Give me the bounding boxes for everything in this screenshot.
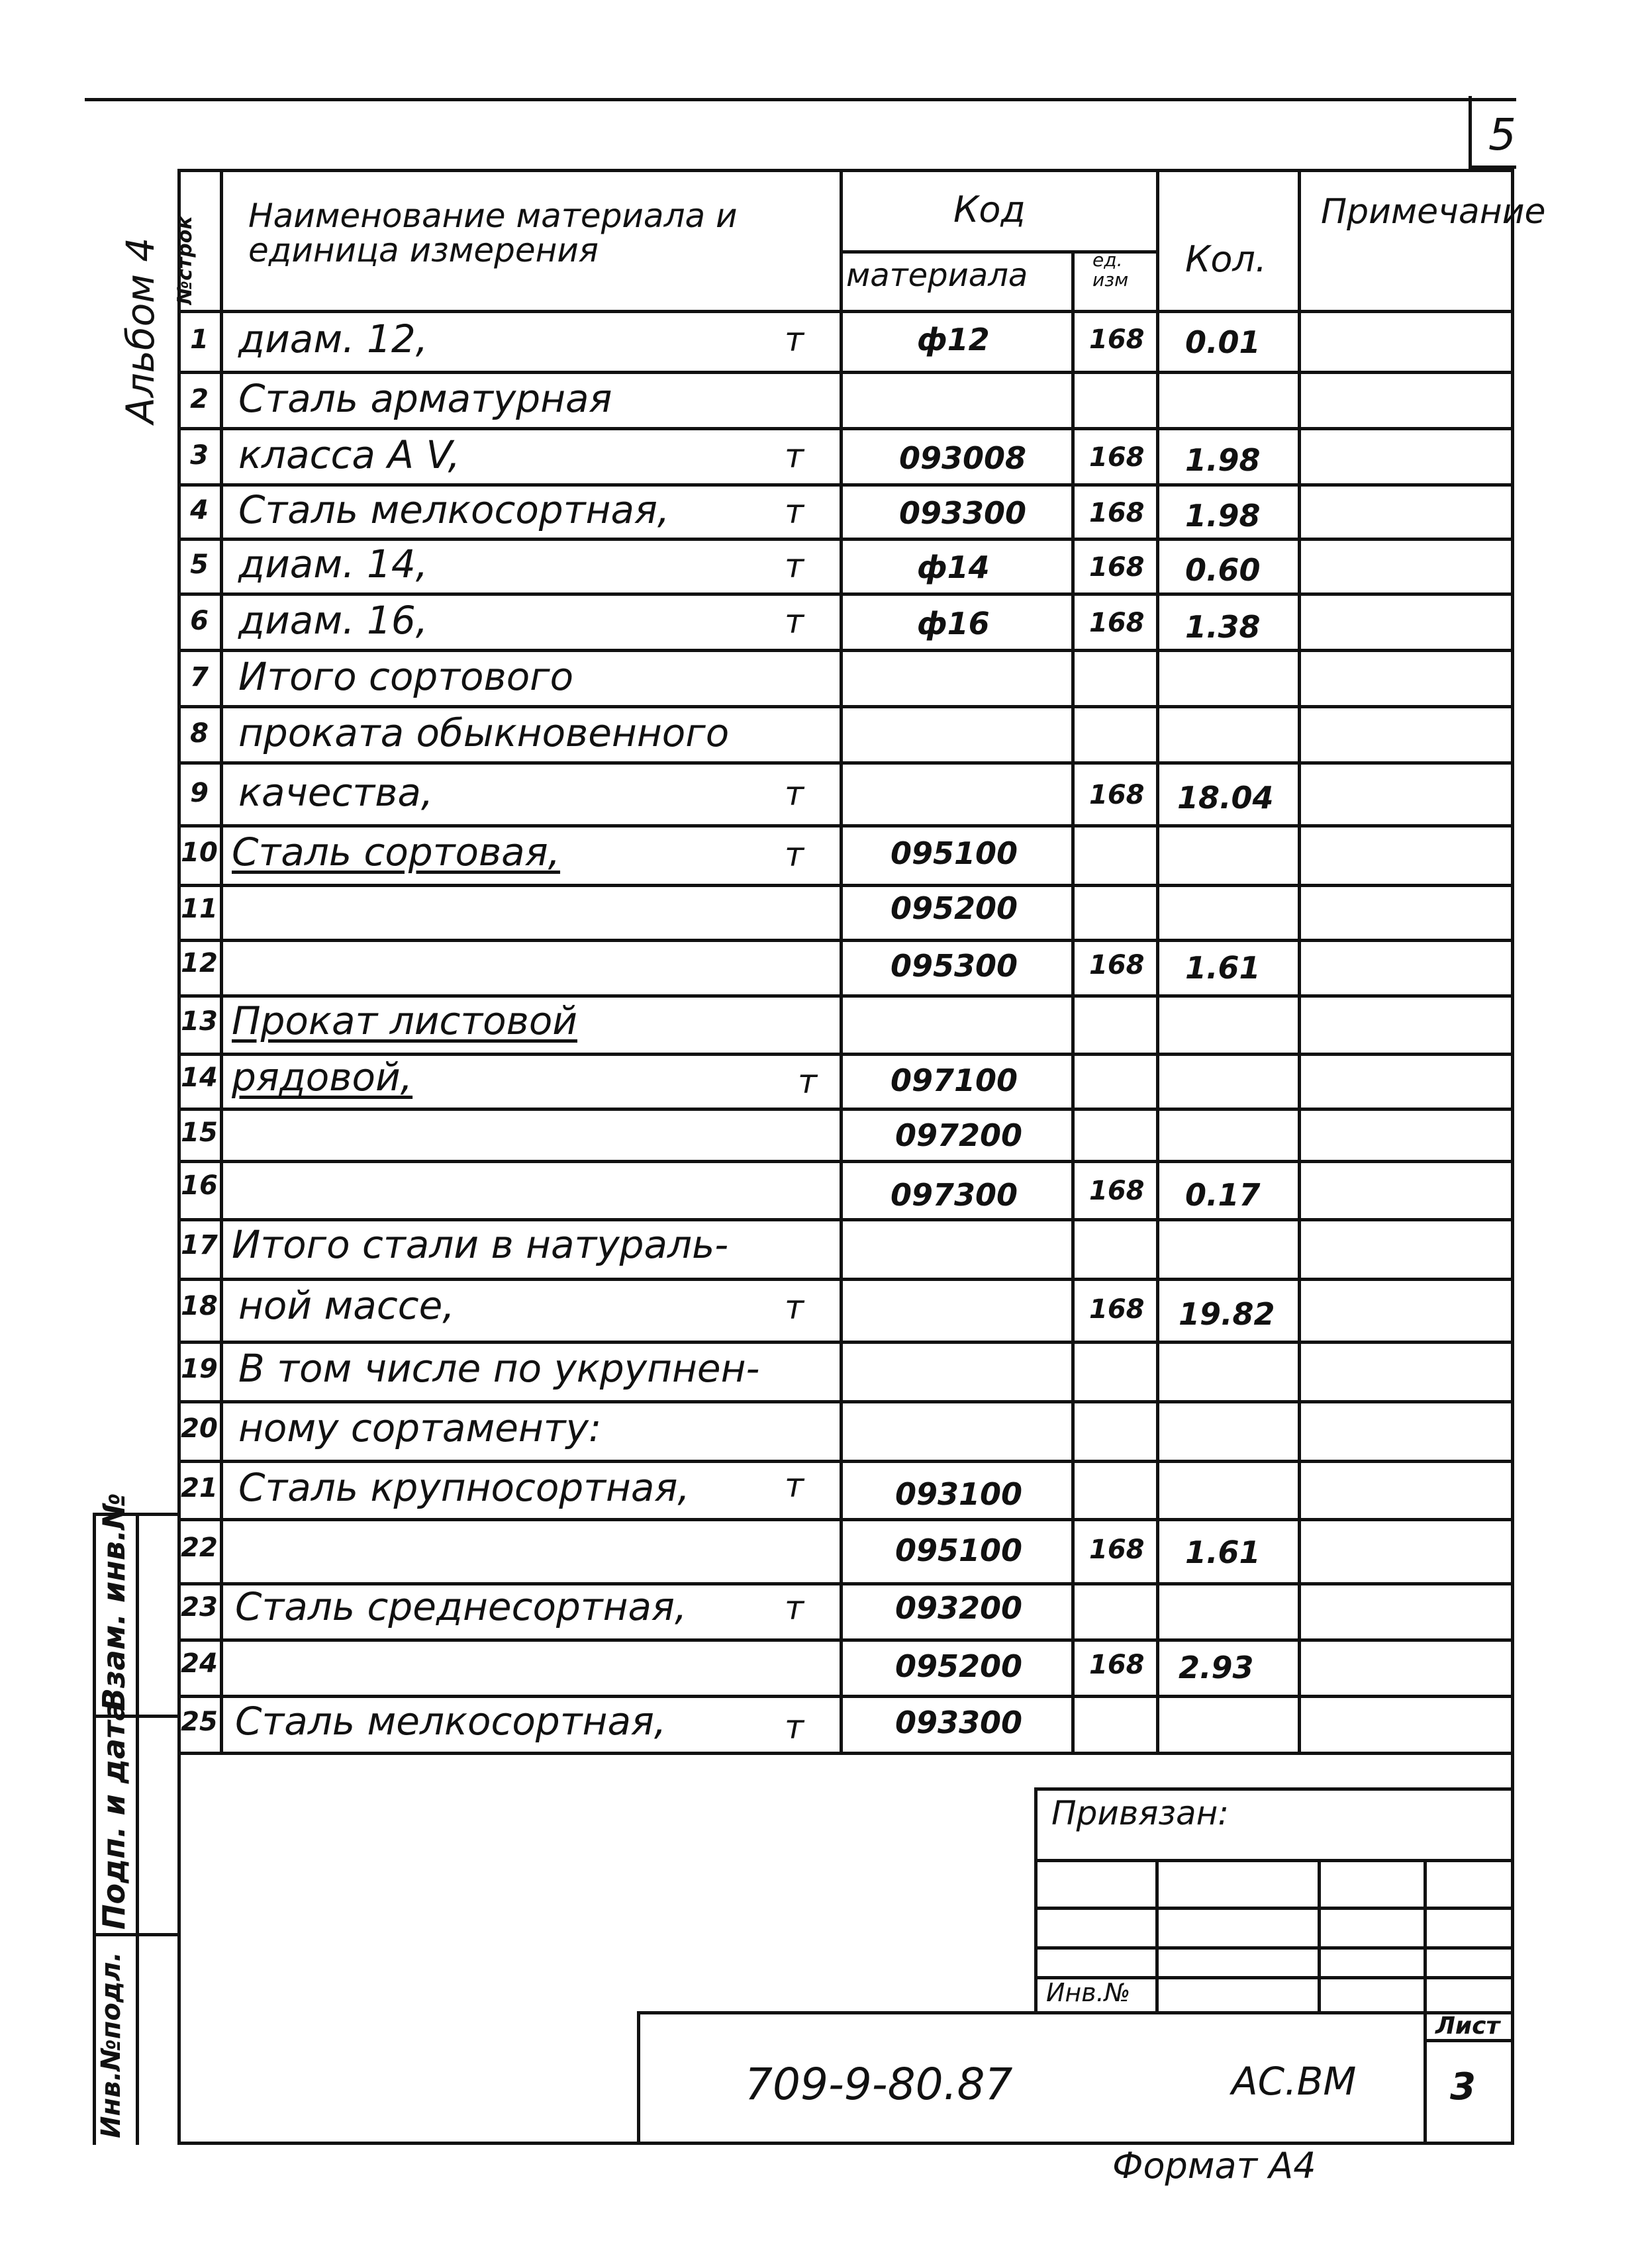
sheet-label: Лист	[1435, 2012, 1500, 2040]
row-name: ной массе,	[238, 1283, 455, 1328]
row-unit-code: 168	[1089, 442, 1145, 473]
row-name: диам. 14,	[238, 542, 428, 587]
row-number: 1	[190, 324, 209, 355]
stamp-line	[1034, 1907, 1511, 1910]
col-name-right	[840, 169, 843, 1755]
stamp-line	[1034, 1946, 1511, 1950]
row-line	[177, 761, 1514, 765]
row-unit-code: 168	[1089, 324, 1145, 355]
row-number: 17	[181, 1230, 218, 1260]
row-unit-code: 168	[1089, 608, 1145, 638]
stamp-col-line	[1318, 1859, 1321, 2012]
row-unit: т	[785, 437, 804, 475]
row-number: 10	[181, 837, 218, 868]
row-name: Сталь сортовая,	[232, 829, 561, 874]
row-unit-code: 168	[1089, 498, 1145, 528]
row-line	[177, 1218, 1514, 1221]
stamp-col-line	[1424, 1859, 1427, 2145]
row-line	[177, 538, 1514, 541]
side-block-line	[93, 1933, 179, 1936]
row-code: 093008	[899, 440, 1027, 476]
row-line	[177, 371, 1514, 374]
frame-right	[1511, 169, 1514, 2145]
row-qty: 0.60	[1185, 552, 1261, 588]
row-number: 14	[181, 1063, 218, 1093]
row-number: 21	[181, 1473, 218, 1503]
album-label: Альбом 4	[118, 237, 163, 424]
row-number: 2	[190, 384, 209, 414]
row-number: 18	[181, 1291, 218, 1321]
table-top-line	[177, 169, 1514, 172]
row-unit: т	[798, 1063, 818, 1101]
row-number: 6	[190, 606, 209, 636]
row-unit-code: 168	[1089, 552, 1145, 583]
row-qty: 2.93	[1179, 1650, 1254, 1685]
row-line	[177, 649, 1514, 652]
row-name: Итого стали в натураль-	[232, 1222, 729, 1267]
format-label: Формат А4	[1112, 2145, 1316, 2187]
top-border-line	[85, 98, 1516, 101]
row-name: Сталь мелкосортная,	[235, 1699, 667, 1744]
row-line	[177, 1160, 1514, 1163]
row-qty: 0.01	[1185, 324, 1261, 360]
row-qty: 1.61	[1185, 950, 1261, 986]
row-unit: т	[785, 1466, 804, 1505]
row-line	[177, 824, 1514, 827]
bound-label: Привязан:	[1051, 1794, 1230, 1832]
row-name: Прокат листовой	[232, 998, 577, 1043]
row-unit: т	[785, 775, 804, 813]
document-mark: АС.ВМ	[1232, 2059, 1357, 2104]
row-code: 095100	[895, 1533, 1023, 1568]
row-number: 22	[181, 1533, 218, 1563]
row-unit: т	[785, 547, 804, 585]
row-number: 25	[181, 1707, 218, 1737]
row-number: 13	[181, 1006, 218, 1037]
row-name: класса А V,	[238, 432, 460, 477]
row-qty: 1.98	[1185, 442, 1261, 478]
row-qty: 19.82	[1179, 1296, 1275, 1332]
row-code: 097100	[891, 1063, 1018, 1098]
side-label-sign-date: Подп. и дата	[96, 1700, 132, 1930]
row-code: 095100	[891, 835, 1018, 871]
row-number: 5	[190, 549, 209, 580]
row-line	[177, 1278, 1514, 1281]
row-unit: т	[785, 1288, 804, 1327]
row-code: ф12	[917, 322, 990, 357]
row-code: 093300	[895, 1705, 1023, 1740]
row-number: 23	[181, 1592, 218, 1623]
row-qty: 1.98	[1185, 498, 1261, 534]
page-number: 5	[1488, 109, 1516, 160]
col-header-code: Код	[953, 189, 1026, 230]
col-header-note: Примечание	[1321, 192, 1546, 232]
row-line	[177, 705, 1514, 708]
title-block-left	[637, 2011, 640, 2144]
row-unit: т	[785, 1589, 804, 1627]
stamp-line	[1034, 1859, 1511, 1862]
row-line	[177, 1108, 1514, 1111]
row-name: Итого сортового	[238, 654, 574, 699]
row-unit-code: 168	[1089, 780, 1145, 810]
row-line	[177, 1460, 1514, 1463]
row-line	[177, 1341, 1514, 1344]
side-label-inv-orig: Инв.№подл.	[96, 1952, 126, 2138]
row-line	[177, 1518, 1514, 1521]
table-bottom-line	[177, 1752, 1514, 1755]
row-code: 093100	[895, 1476, 1023, 1512]
row-line	[177, 592, 1514, 596]
inv-no-label: Инв.№	[1046, 1978, 1131, 2007]
row-line	[177, 483, 1514, 487]
row-code: 095200	[891, 890, 1018, 926]
row-name: рядовой,	[232, 1055, 413, 1100]
row-line	[177, 994, 1514, 998]
col-header-material: материала	[846, 257, 1028, 294]
row-number: 20	[181, 1413, 218, 1444]
row-unit-code: 168	[1089, 1294, 1145, 1325]
row-line	[177, 1638, 1514, 1642]
col-unit-right	[1156, 169, 1159, 1755]
row-unit-code: 168	[1089, 950, 1145, 980]
row-qty: 0.17	[1185, 1177, 1261, 1213]
title-block-top	[637, 2011, 1511, 2014]
row-qty: 1.38	[1185, 609, 1261, 645]
row-code: 097200	[895, 1117, 1023, 1153]
row-qty: 18.04	[1177, 780, 1274, 816]
row-name: В том числе по укрупнен-	[238, 1346, 760, 1391]
page-number-box-left	[1469, 96, 1472, 167]
sheet-number: 3	[1450, 2065, 1476, 2108]
side-label-replace-inv: Взам. инв.№	[96, 1493, 132, 1711]
row-line	[177, 1400, 1514, 1403]
document-code: 709-9-80.87	[745, 2059, 1013, 2110]
col-qty-right	[1298, 169, 1301, 1755]
row-name: качества,	[238, 770, 434, 815]
stamp-bind-top	[1034, 1787, 1511, 1791]
row-unit-code: 168	[1089, 1176, 1145, 1206]
row-number: 11	[181, 894, 218, 924]
row-code: 093300	[899, 495, 1027, 531]
row-line	[177, 884, 1514, 887]
row-name: Сталь крупносортная,	[238, 1465, 690, 1510]
row-number: 15	[181, 1117, 218, 1148]
row-line	[177, 427, 1514, 430]
row-unit: т	[785, 602, 804, 641]
col-rowno-right	[220, 169, 223, 1755]
row-name: диам. 16,	[238, 598, 428, 643]
row-unit: т	[785, 320, 804, 359]
row-code: 095200	[895, 1648, 1023, 1684]
row-number: 24	[181, 1648, 218, 1679]
col-header-row-no: №строк	[173, 216, 197, 305]
col-header-unit: ед. изм	[1092, 249, 1129, 291]
row-number: 8	[190, 718, 209, 749]
row-name: Сталь арматурная	[238, 376, 612, 421]
row-unit: т	[785, 835, 804, 874]
row-number: 9	[190, 778, 209, 808]
row-code: ф16	[917, 606, 990, 641]
row-code: 093200	[895, 1590, 1023, 1626]
row-number: 4	[190, 495, 209, 526]
row-name: Сталь среднесортная,	[235, 1584, 687, 1629]
row-unit: т	[785, 1708, 804, 1746]
row-name: ному сортаменту:	[238, 1405, 602, 1450]
row-name: диам. 12,	[238, 316, 428, 361]
row-line	[177, 939, 1514, 942]
row-code: 097300	[891, 1177, 1018, 1213]
row-number: 16	[181, 1170, 218, 1201]
side-block-mid	[136, 1513, 139, 2145]
row-code: ф14	[917, 549, 990, 585]
row-unit: т	[785, 493, 804, 531]
row-qty: 1.61	[1185, 1535, 1261, 1570]
col-material-right	[1071, 250, 1075, 1755]
header-bottom-line	[177, 310, 1514, 313]
row-name: проката обыкновенного	[238, 710, 730, 755]
row-number: 3	[190, 440, 209, 471]
row-number: 12	[181, 948, 218, 978]
row-number: 19	[181, 1354, 218, 1384]
row-code: 095300	[891, 948, 1018, 984]
stamp-col-line	[1155, 1859, 1159, 2012]
row-unit-code: 168	[1089, 1535, 1145, 1565]
col-header-qty: Кол.	[1185, 238, 1267, 280]
col-header-name: Наименование материала и единица измерения	[248, 197, 738, 269]
row-unit-code: 168	[1089, 1650, 1145, 1680]
row-line	[177, 1695, 1514, 1698]
row-name: Сталь мелкосортная,	[238, 487, 670, 532]
row-number: 7	[190, 662, 209, 692]
